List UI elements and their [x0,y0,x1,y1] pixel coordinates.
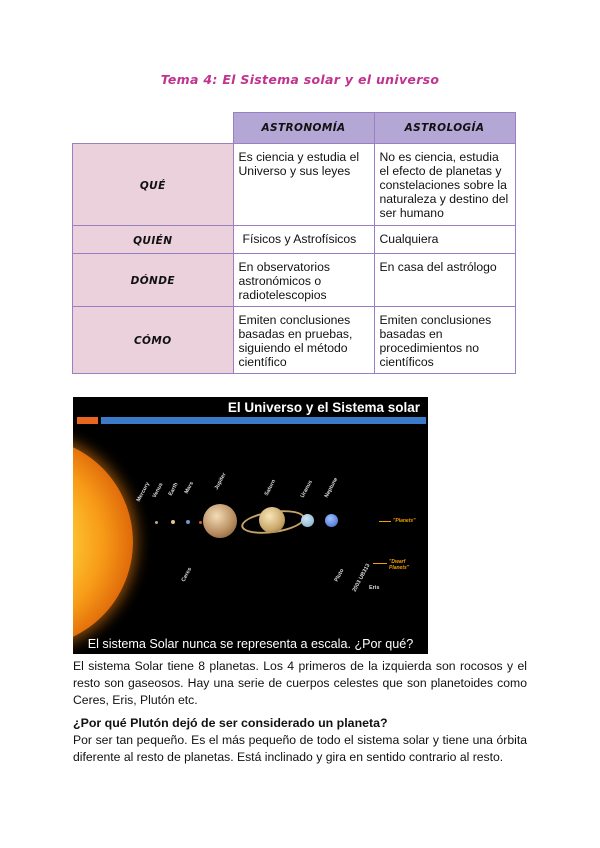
row-header-donde: DÓNDE [73,254,234,307]
cell-astrologia: Emiten conclusiones basadas en procedimientos no científicos [374,307,515,374]
label-mercury: Mercury [135,481,152,503]
row-header-que: QUÉ [73,144,234,226]
label-uranus: Uranus [299,479,314,499]
comparison-table [72,112,516,374]
table-row [73,307,516,374]
row-header-quien: QUIÉN [73,226,234,254]
figure-banner-title: El Universo y el Sistema solar [227,400,420,415]
label-mars: Mars [183,480,196,495]
cell-astronomia: Físicos y Astrofísicos [233,226,374,254]
cell-astronomia: Es ciencia y estudia el Universo y sus leyes [233,144,374,226]
label-venus: Venus [151,481,165,499]
table-row [73,254,516,307]
cell-astrologia: Cualquiera [374,226,515,254]
dwarf-planets-annotation: "Dwarf Planets" [389,559,410,571]
header-astrologia: ASTROLOGÍA [374,113,515,144]
label-jupiter: Jupiter [213,471,228,491]
solar-system-figure [73,397,428,654]
paragraph-planets: El sistema Solar tiene 8 planetas. Los 4 primeros de la izquierda son rocosos y el resto son gaseosos. Hay una serie de cuerpos celestes que son planetoides como Ceres, Eris, Plutón etc. [73,659,527,707]
label-ceres: Ceres [180,566,194,583]
earth-planet [186,520,190,524]
page-title: Tema 4: El Sistema solar y el universo [160,72,440,87]
label-2003ub313: 2003 UB313 [351,562,372,593]
label-saturn: Saturn [263,478,278,497]
answer-paragraph: Por ser tan pequeño. Es el más pequeño de todo el sistema solar y tiene una órbita diferente al resto de planetas. Está inclinado y gira en sentido contrario al resto. [73,733,527,764]
row-header-como: CÓMO [73,307,234,374]
sun-graphic [73,437,133,647]
header-astronomia: ASTRONOMÍA [233,113,374,144]
mercury-planet [155,521,158,524]
banner-blue-bar [101,417,426,424]
label-neptune: Neptune [323,476,340,499]
uranus-planet [301,514,314,527]
table-row [73,226,516,254]
table-row [73,144,516,226]
saturn-planet [259,507,285,533]
question-heading: ¿Por qué Plutón dejó de ser considerado un planeta? [73,716,388,730]
venus-planet [171,520,175,524]
cell-astronomia: En observatorios astronómicos o radiotelescopios [233,254,374,307]
cell-astrologia: En casa del astrólogo [374,254,515,307]
planets-annotation: "Planets" [393,518,416,524]
label-pluto: Pluto [333,568,346,583]
planets-annotation-line [379,521,391,522]
figure-caption: El sistema Solar nunca se representa a escala. ¿Por qué? [87,637,414,651]
banner-orange-bar [77,417,98,424]
empty-corner-cell [73,113,234,144]
cell-astrologia: No es ciencia, estudia el efecto de planetas y constelaciones sobre la naturaleza y destino del ser humano [374,144,515,226]
jupiter-planet [203,504,237,538]
dwarf-annotation-line [373,563,387,564]
label-eris: Eris [369,585,380,591]
mars-planet [199,521,202,524]
neptune-planet [325,514,338,527]
table-header-row [73,113,516,144]
cell-astronomia: Emiten conclusiones basadas en pruebas, siguiendo el método científico [233,307,374,374]
label-earth: Earth [167,481,180,497]
